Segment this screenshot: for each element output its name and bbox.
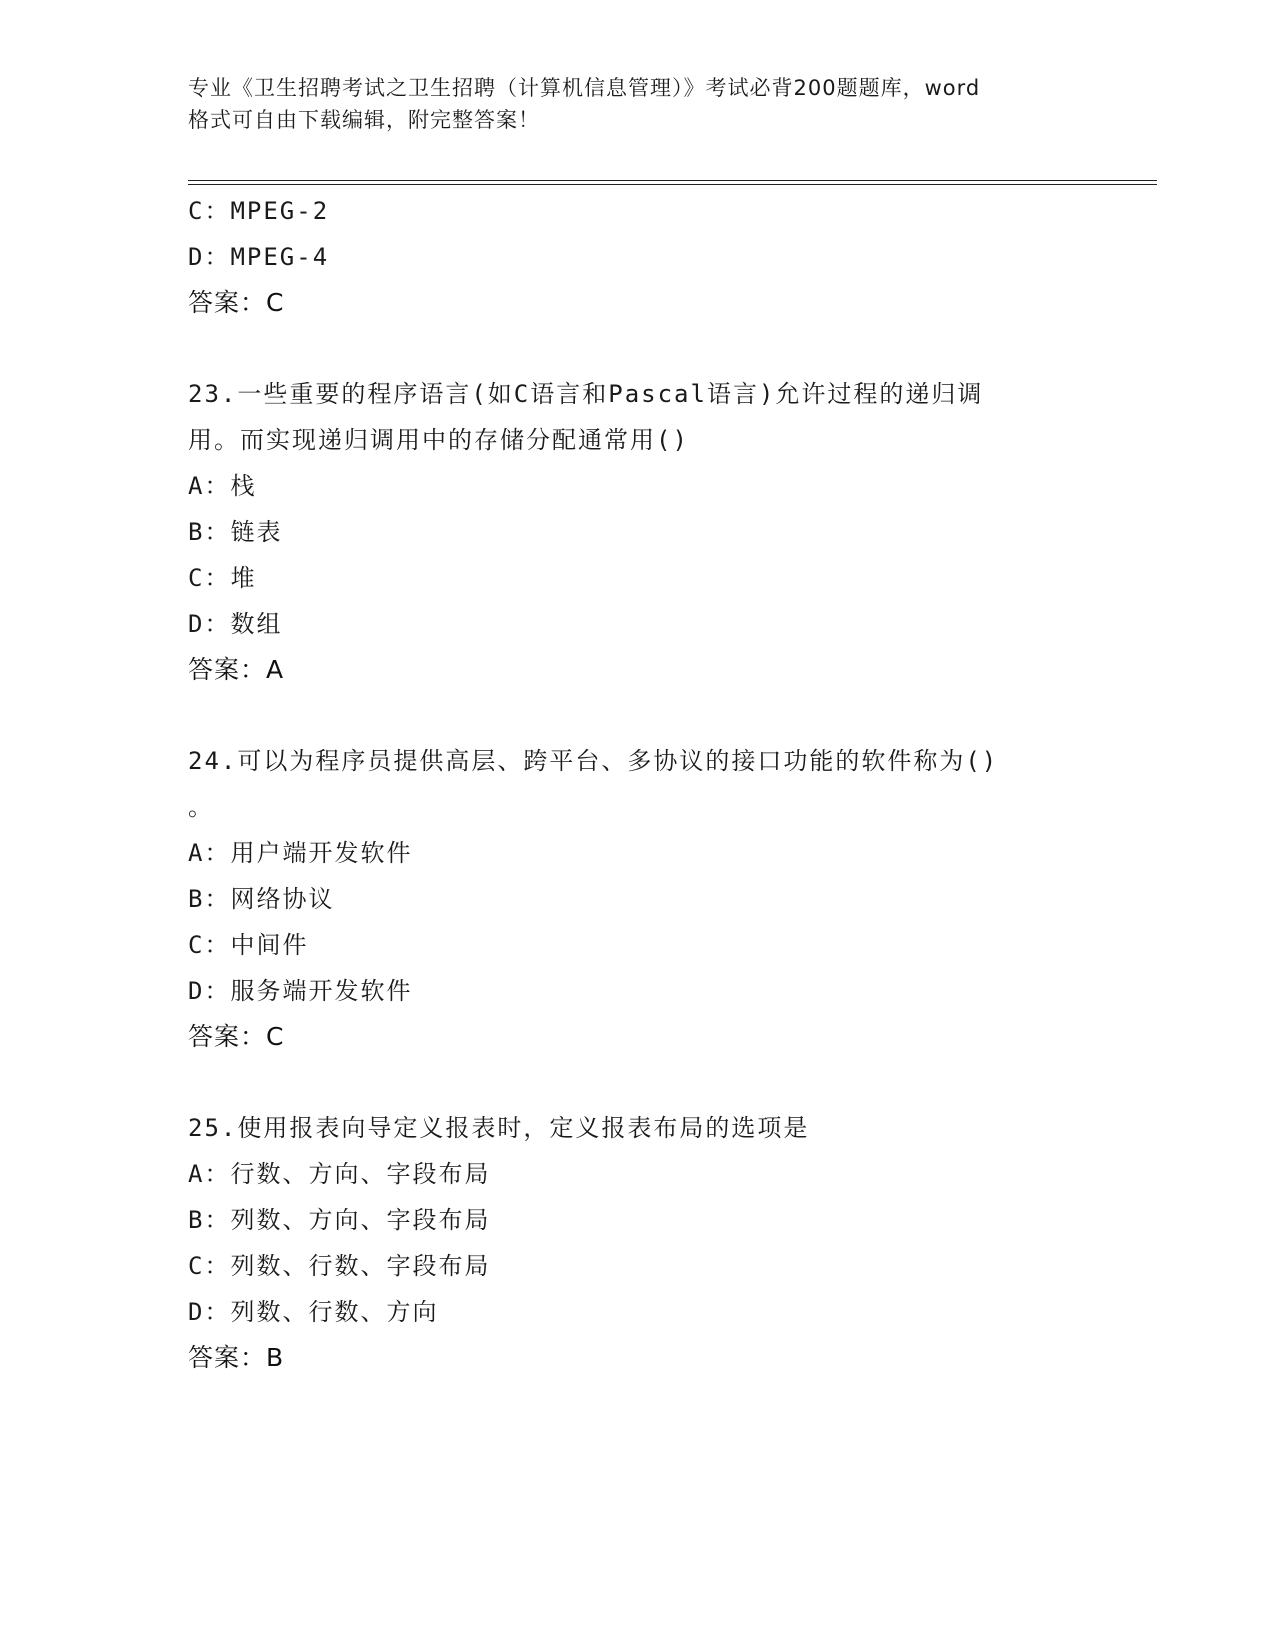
- option-b: B：链表: [188, 518, 283, 546]
- option-b: B：列数、方向、字段布局: [188, 1206, 491, 1234]
- option-d: D：数组: [188, 610, 283, 638]
- spacer: [188, 693, 1088, 738]
- option-c: C：中间件: [188, 931, 309, 959]
- question-stem: 24.可以为程序员提供高层、跨平台、多协议的接口功能的软件称为(): [188, 747, 999, 775]
- option-d: D：服务端开发软件: [188, 977, 413, 1005]
- option-c: C：堆: [188, 564, 257, 592]
- question-stem: 。: [188, 793, 214, 821]
- option-c: C：列数、行数、字段布局: [188, 1252, 491, 1280]
- option-a: A：行数、方向、字段布局: [188, 1160, 491, 1188]
- option-c: C：MPEG-2: [188, 197, 330, 225]
- question-25: [188, 1105, 1088, 1381]
- header-divider: [188, 180, 1157, 185]
- document-body: [188, 188, 1088, 1381]
- answer-line: 答案：C: [188, 288, 285, 317]
- question-stem: 25.使用报表向导定义报表时，定义报表布局的选项是: [188, 1114, 810, 1142]
- option-a: A：用户端开发软件: [188, 839, 413, 867]
- spacer: [188, 326, 1088, 371]
- document-header: [188, 72, 1088, 136]
- option-b: B：网络协议: [188, 885, 335, 913]
- question-22-partial: [188, 188, 1088, 326]
- answer-line: 答案：A: [188, 655, 285, 684]
- header-line-1: 专业《卫生招聘考试之卫生招聘（计算机信息管理）》考试必背200题题库，word: [188, 76, 981, 100]
- question-24: [188, 738, 1088, 1060]
- header-line-2: 格式可自由下载编辑，附完整答案！: [188, 108, 540, 132]
- option-d: D：MPEG-4: [188, 243, 330, 271]
- question-23: [188, 371, 1088, 693]
- spacer: [188, 1060, 1088, 1105]
- question-stem: 23.一些重要的程序语言(如C语言和Pascal语言)允许过程的递归调: [188, 380, 984, 408]
- option-d: D：列数、行数、方向: [188, 1298, 439, 1326]
- answer-line: 答案：C: [188, 1022, 285, 1051]
- option-a: A：栈: [188, 472, 257, 500]
- answer-line: 答案：B: [188, 1343, 285, 1372]
- question-stem: 用。而实现递归调用中的存储分配通常用(): [188, 426, 689, 454]
